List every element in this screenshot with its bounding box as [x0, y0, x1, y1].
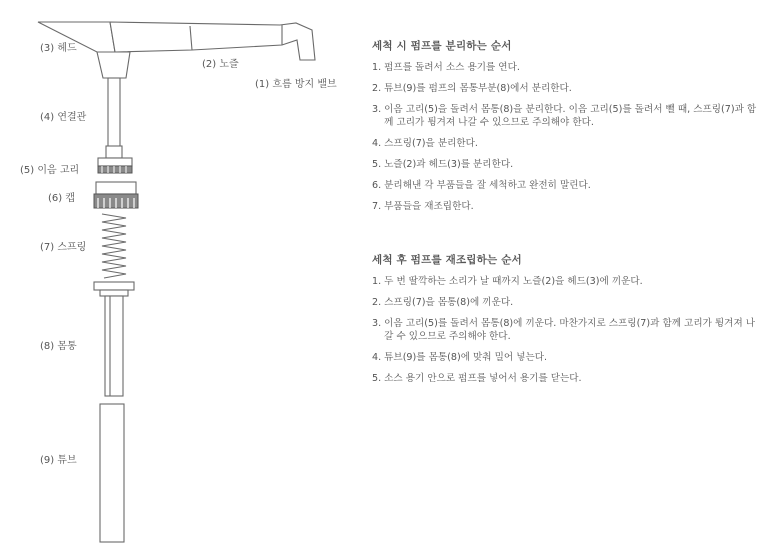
pump-spring	[102, 214, 126, 278]
part-label-connector: (4) 연결관	[40, 112, 87, 123]
part-label-tube: (9) 튜브	[40, 455, 77, 466]
step-item: 5. 노즐(2)과 헤드(3)를 분리한다.	[372, 158, 514, 170]
pump-tube	[100, 404, 124, 542]
step-item: 2. 스프링(7)을 몸통(8)에 끼운다.	[372, 297, 514, 308]
disassembly-steps	[372, 62, 757, 213]
pump-diagram	[0, 0, 372, 553]
step-item: 3. 이음 고리(5)을 돌려서 몸통(8)을 분리한다. 이음 고리(5)를 돌려서 뺄 때, 스프링(7)과 함께 고리가 튕겨져 나갈 수 있으므로 주의해야 한다.	[372, 104, 757, 128]
step-item: 2. 튜브(9)를 펌프의 몸통부분(8)에서 분리한다.	[372, 83, 572, 94]
part-label-body: (8) 몸통	[40, 341, 77, 352]
step-item: 6. 분리해낸 각 부품들을 잘 세척하고 완전히 말린다.	[372, 179, 591, 191]
step-item: 7. 부품들을 재조립한다.	[372, 200, 474, 212]
step-item: 1. 펌프를 돌려서 소스 용기를 연다.	[372, 62, 520, 73]
step-item: 3. 이음 고리(5)를 돌려서 몸통(8)에 끼운다. 마찬가지로 스프링(7)과 함께 고리가 튕겨져 나갈 수 있으므로 주의해야 한다.	[372, 318, 756, 342]
step-item: 4. 튜브(9)를 몸통(8)에 맞춰 밀어 넣는다.	[372, 351, 548, 363]
reassembly-steps	[372, 276, 757, 385]
reassembly-title: 세척 후 펌프를 재조립하는 순서	[372, 254, 522, 266]
part-label-check-valve: (1) 흐름 방지 밸브	[255, 79, 337, 90]
pump-body	[94, 282, 134, 396]
part-label-nozzle: (2) 노즐	[202, 59, 239, 70]
reassembly-instructions	[372, 252, 757, 394]
step-item: 1. 두 번 딸깍하는 소리가 날 때까지 노즐(2)을 헤드(3)에 끼운다.	[372, 276, 643, 287]
part-label-cap: (6) 캡	[48, 193, 76, 204]
connector-tube	[106, 78, 122, 158]
pump-cap	[94, 182, 138, 208]
step-item: 5. 소스 용기 안으로 펌프를 넣어서 용기를 닫는다.	[372, 372, 582, 384]
disassembly-title: 세척 시 펌프를 분리하는 순서	[372, 40, 512, 52]
pump-nozzle	[110, 22, 315, 60]
locking-ring	[98, 158, 132, 173]
part-label-spring: (7) 스프링	[40, 242, 87, 253]
part-label-head: (3) 헤드	[40, 43, 77, 54]
disassembly-instructions	[372, 38, 757, 222]
step-item: 4. 스프링(7)을 분리한다.	[372, 137, 478, 149]
part-label-locking-ring: (5) 이음 고리	[20, 165, 80, 176]
